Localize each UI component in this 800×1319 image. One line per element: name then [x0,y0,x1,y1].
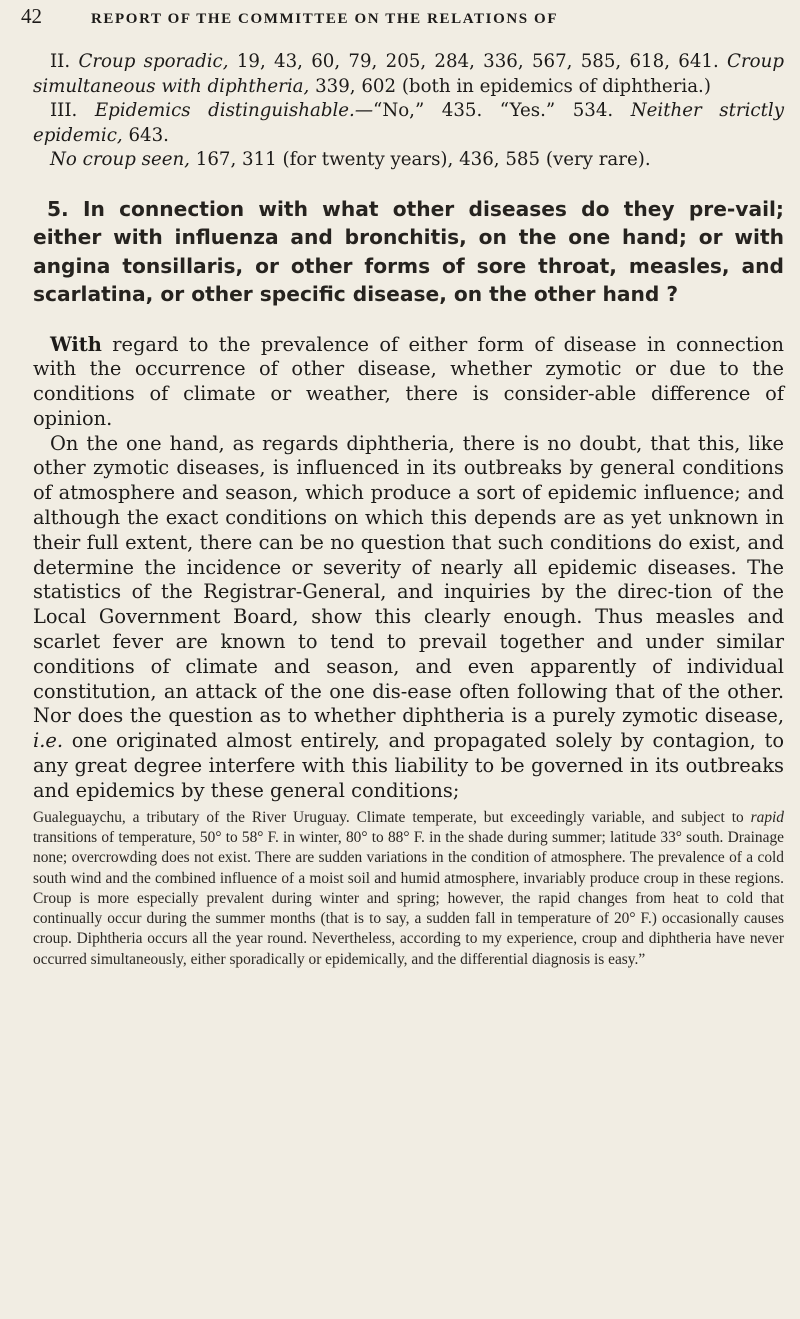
no-croup-line [33,148,784,173]
rapid-word: rapid [750,808,784,826]
answer-lead-word: With [50,332,102,356]
footnote-text: Gualeguaychu, a tributary of the River Uruguay. Climate temperate, but exceedingly variable, and subject to [33,808,744,826]
croup-simultaneous-label: Croup simultaneous with diphtheria, [33,51,784,97]
question-5: 5. In connection with what other diseases do they pre-vail; either with influenza and bronchitis, on the one hand; or with angina tonsillaris, or other forms of sore throat, measles, and scarlatina, or other specific disease, on the other hand ? [33,196,784,306]
footnote-tail: transitions of temperature, 50° to 58° F. in winter, 80° to 88° F. in the shade during summer; latitude 33° south. Drainage none; overcrowding does not exist. There are sudden variations in the condition of atmosphere. The prevalence of a cold south wind and the combined influence of a moist soil and humid atmosphere, invariably produce croup in these regions. Croup is more especially prevalent during winter and spring; however, the rapid changes from heat to cold that continually occur during the summer months (that is to say, a sudden fall in temperature of 20° F.) occasionally causes croup. Diphtheria occurs all the year round. Nevertheless, according to my experience, croup and diphtheria have never occurred simultaneously, either sporadically or epidemically, and the differential diagnosis is easy.” [33,828,784,968]
section-ii-numeral: II. [50,51,71,72]
footnote [33,808,784,970]
croup-simultaneous-refs: 339, 602 (both in epidemics of diphtheria.) [315,75,711,97]
epidemics-text: “No,” 435. “Yes.” 534. [373,100,614,121]
neither-refs: 643. [128,124,169,146]
ie-abbreviation: i.e. [33,729,64,753]
section-iii-numeral: III. [50,100,78,121]
answer-paragraph-1 [33,333,784,432]
answer-body [33,333,784,804]
classification-block [33,50,784,173]
running-head: REPORT OF THE COMMITTEE ON THE RELATIONS OF [91,11,559,27]
page-header [21,4,784,30]
footnote-paragraph [33,808,784,970]
croup-sporadic-refs: 19, 43, 60, 79, 205, 284, 336, 567, 585, 618, 641. [236,51,719,72]
answer-paragraph-2 [33,432,784,804]
epidemics-label: Epidemics distinguishable.— [94,100,374,121]
answer-paragraph-2-text: On the one hand, as regards diphtheria, there is no doubt, that this, like other zymotic diseases, is influenced in its outbreaks by general conditions of atmosphere and season, which produce a sort of epidemic influence; and although the exact conditions on which this depends are as yet unknown in their full extent, there can be no question that such conditions do exist, and determine the incidence or severity of nearly all epidemic diseases. The statistics of the Registrar-General, and inquiries by the direc-tion of the Local Government Board, show this clearly enough. Thus measles and scarlet fever are known to tend to prevail together and under similar conditions of climate and season, and even apparently of individual constitution, an attack of the one dis-ease often following that of the other. Nor does the question as to whether diphtheria is a purely zymotic disease, [33,431,784,728]
croup-sporadic-label: Croup sporadic, [78,51,229,72]
page-number: 42 [21,4,42,28]
section-iii [33,99,784,148]
no-croup-text: 167, 311 (for twenty years), 436, 585 (very rare). [195,149,651,170]
section-ii [33,50,784,99]
answer-paragraph-2-tail: one originated almost entirely, and propagated solely by contagion, to any great degree interfere with this liability to be governed in its outbreaks and epidemics by these general conditions; [33,729,784,802]
no-croup-label: No croup seen, [50,149,190,170]
neither-label: Neither strictly epidemic, [33,100,784,146]
answer-paragraph-1-text: regard to the prevalence of either form of disease in connection with the occurrence of other disease, whether zymotic or due to the conditions of climate or weather, there is consider-able difference of opinion. [33,332,784,430]
